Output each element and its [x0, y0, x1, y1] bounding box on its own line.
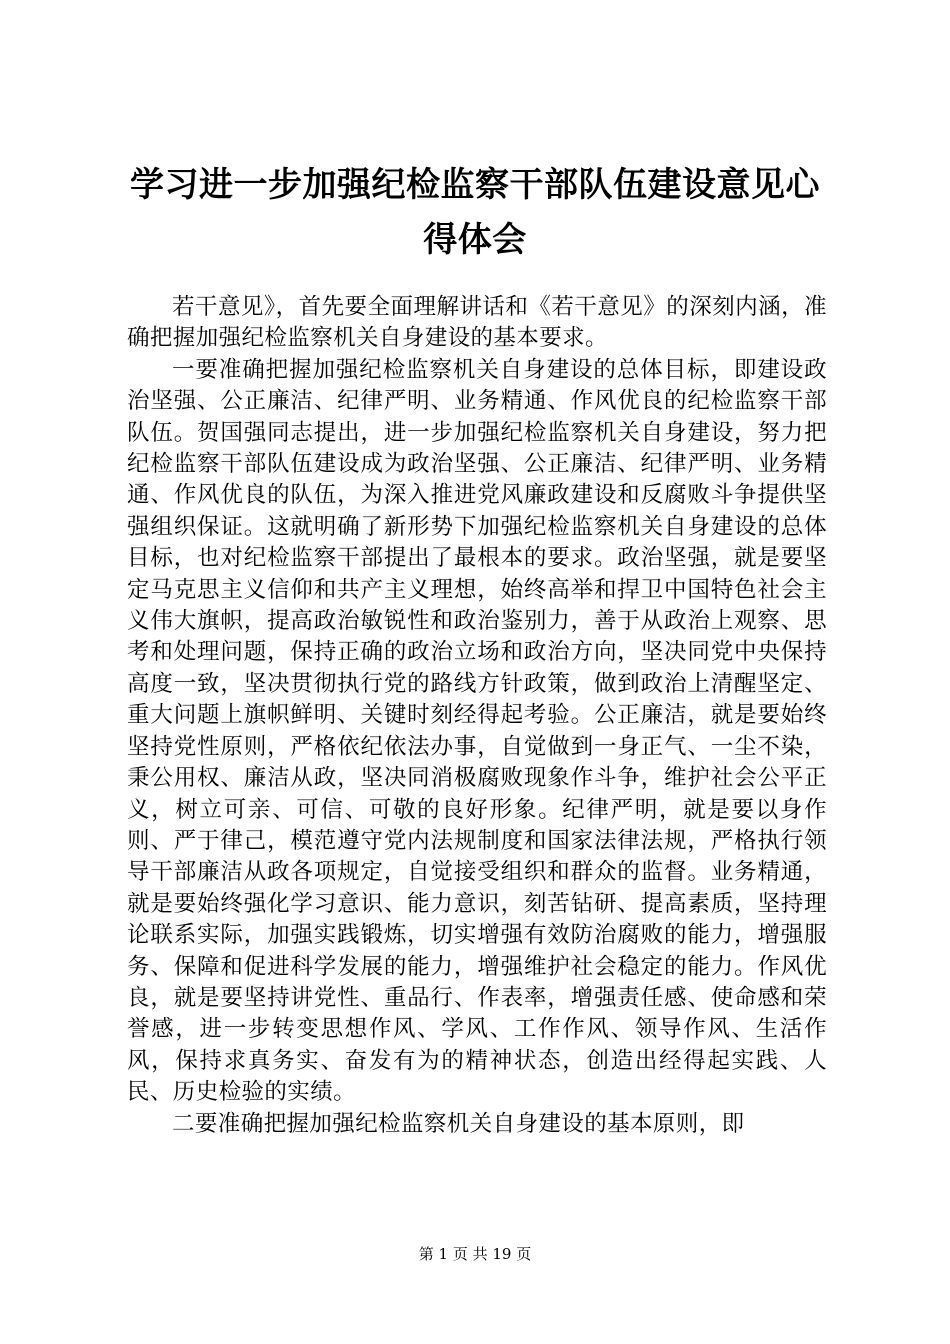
document-body	[127, 292, 827, 1140]
document-title	[110, 158, 840, 268]
paragraph: 一要准确把握加强纪检监察机关自身建设的总体目标，即建设政治坚强、公正廉洁、纪律严明、业务精通、作风优良的纪检监察干部队伍。贺国强同志提出，进一步加强纪检监察机关自身建设，努力把纪检监察干部队伍建设成为政治坚强、公正廉洁、纪律严明、业务精通、作风优良的队伍，为深入推进党风廉政建设和反腐败斗争提供坚强组织保证。这就明确了新形势下加强纪检监察机关自身建设的总体目标，也对纪检监察干部提出了最根本的要求。政治坚强，就是要坚定马克思主义信仰和共产主义理想，始终高举和捍卫中国特色社会主义伟大旗帜，提高政治敏锐性和政治鉴别力，善于从政治上观察、思考和处理问题，保持正确的政治立场和政治方向，坚决同党中央保持高度一致，坚决贯彻执行党的路线方针政策，做到政治上清醒坚定、重大问题上旗帜鲜明、关键时刻经得起考验。公正廉洁，就是要始终坚持党性原则，严格依纪依法办事，自觉做到一身正气、一尘不染，秉公用权、廉洁从政，坚决同消极腐败现象作斗争，维护社会公平正义，树立可亲、可信、可敬的良好形象。纪律严明，就是要以身作则、严于律己，模范遵守党内法规制度和国家法律法规，严格执行领导干部廉洁从政各项规定，自觉接受组织和群众的监督。业务精通，就是要始终强化学习意识、能力意识，刻苦钻研、提高素质，坚持理论联系实际，加强实践锻炼，切实增强有效防治腐败的能力，增强服务、保障和促进科学发展的能力，增强维护社会稳定的能力。作风优良，就是要坚持讲党性、重品行、作表率，增强责任感、使命感和荣誉感，进一步转变思想作风、学风、工作作风、领导作风、生活作风，保持求真务实、奋发有为的精神状态，创造出经得起实践、人民、历史检验的实绩。	[127, 356, 827, 1106]
page-footer: 第 1 页 共 19 页	[418, 1245, 532, 1263]
paragraph: 二要准确把握加强纪检监察机关自身建设的基本原则，即	[172, 1110, 745, 1137]
title-line-1: 学习进一步加强纪检监察干部队伍建设意见心	[130, 165, 820, 205]
title-line-2: 得体会	[423, 220, 527, 260]
paragraph: 若干意见》，首先要全面理解讲话和《若干意见》的深刻内涵，准确把握加强纪检监察机关自身建设的基本要求。	[127, 294, 827, 352]
